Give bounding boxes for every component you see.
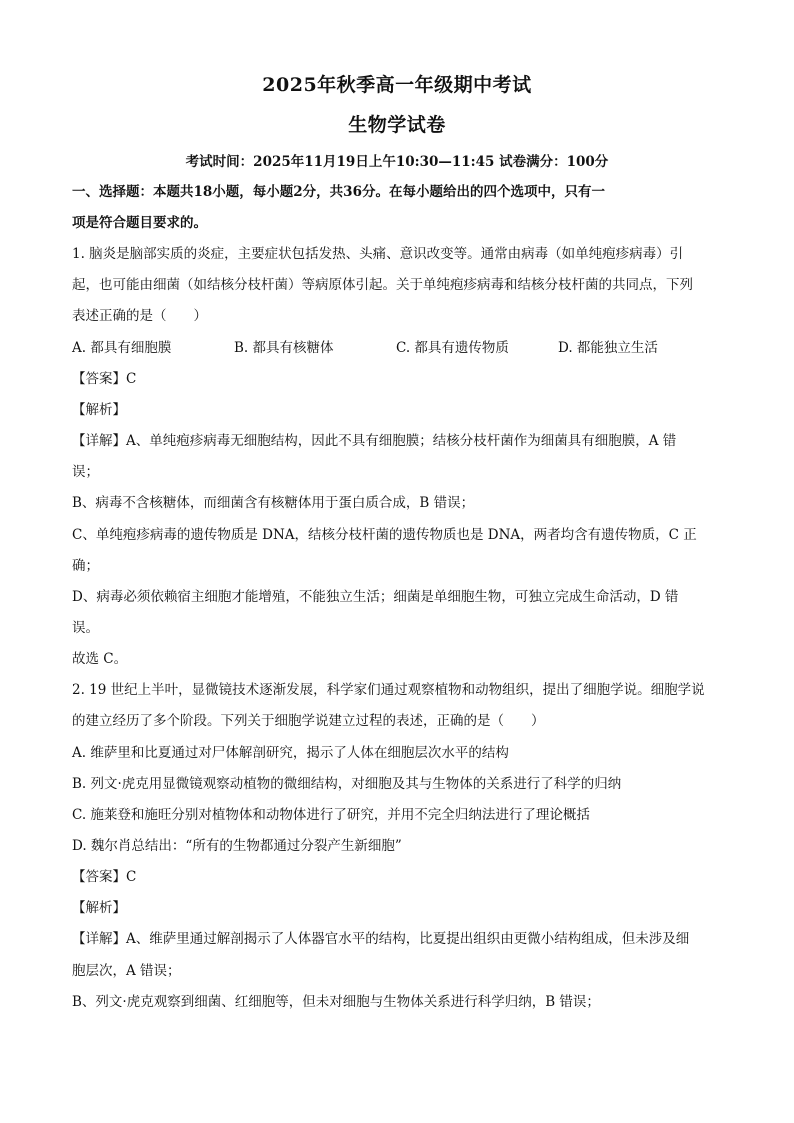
q2-stem-line2: 的建立经历了多个阶段。下列关于细胞学说建立过程的表述，正确的是（ ）: [72, 713, 545, 729]
q1-detail-line3: B、病毒不含核糖体，而细菌含有核糖体用于蛋白质合成，B 错误；: [72, 495, 475, 511]
q1-conclusion: 故选 C。: [72, 651, 128, 667]
q1-option-b: B. 都具有核糖体: [234, 340, 334, 356]
q1-options: [72, 339, 722, 357]
q2-stem-line1: 2. 19 世纪上半叶，显微镜技术逐渐发展，科学家们通过观察植物和动物组织，提出了细胞学说。细胞学说: [72, 682, 705, 698]
q1-option-c: C. 都具有遗传物质: [396, 340, 509, 356]
q2-detail-line2: 胞层次，A 错误；: [72, 963, 181, 979]
q1-detail-line6: D、病毒必须依赖宿主细胞才能增殖，不能独立生活；细菌是单细胞生物，可独立完成生命活动，D 错: [72, 589, 679, 605]
q2-detail-line3: B、列文·虎克观察到细菌、红细胞等，但未对细胞与生物体关系进行科学归纳，B 错误；: [72, 994, 600, 1010]
q1-detail-line4: C、单纯疱疹病毒的遗传物质是 DNA，结核分枝杆菌的遗传物质也是 DNA，两者均含有遗传物质，C 正: [72, 527, 697, 543]
q1-detail-line5: 确；: [72, 558, 99, 574]
q1-option-d: D. 都能独立生活: [558, 340, 658, 356]
q1-answer: 【答案】C: [72, 371, 137, 387]
section-heading-line1: 一、选择题：本题共18小题，每小题2分，共36分。在每小题给出的四个选项中，只有一: [72, 184, 605, 200]
section-heading-line2: 项是符合题目要求的。: [72, 215, 207, 231]
q2-analysis-label: 【解析】: [72, 900, 126, 916]
exam-title: 2025年秋季高一年级期中考试: [262, 74, 532, 96]
q1-detail-line1: 【详解】A、单纯疱疹病毒无细胞结构，因此不具有细胞膜；结核分枝杆菌作为细菌具有细胞膜，A 错: [72, 433, 677, 449]
q1-detail-line2: 误；: [72, 464, 99, 480]
q1-stem-line2: 起，也可能由细菌（如结核分枝杆菌）等病原体引起。关于单纯疱疹病毒和结核分枝杆菌的共同点，下列: [72, 277, 693, 293]
q1-detail-line7: 误。: [72, 620, 99, 636]
q2-option-b: B. 列文·虎克用显微镜观察动植物的微细结构，对细胞及其与生物体的关系进行了科学的归纳: [72, 776, 622, 792]
q2-detail-line1: 【详解】A、维萨里通过解剖揭示了人体器官水平的结构，比夏提出组织由更微小结构组成，但未涉及细: [72, 931, 690, 947]
exam-info: 考试时间：2025年11月19日上午10:30—11:45 试卷满分：100分: [185, 154, 609, 170]
q1-stem-line3: 表述正确的是（ ）: [72, 308, 207, 324]
q2-option-a: A. 维萨里和比夏通过对尸体解剖研究，揭示了人体在细胞层次水平的结构: [72, 745, 509, 761]
q1-analysis-label: 【解析】: [72, 402, 126, 418]
q2-option-d: D. 魏尔肖总结出：“所有的生物都通过分裂产生新细胞”: [72, 838, 402, 854]
q2-option-c: C. 施莱登和施旺分别对植物体和动物体进行了研究，并用不完全归纳法进行了理论概括: [72, 807, 590, 823]
exam-subtitle: 生物学试卷: [348, 114, 446, 136]
q2-answer: 【答案】C: [72, 869, 137, 885]
q1-option-a: A. 都具有细胞膜: [72, 340, 172, 356]
q1-stem-line1: 1. 脑炎是脑部实质的炎症，主要症状包括发热、头痛、意识改变等。通常由病毒（如单纯疱疹病毒）引: [72, 246, 684, 262]
